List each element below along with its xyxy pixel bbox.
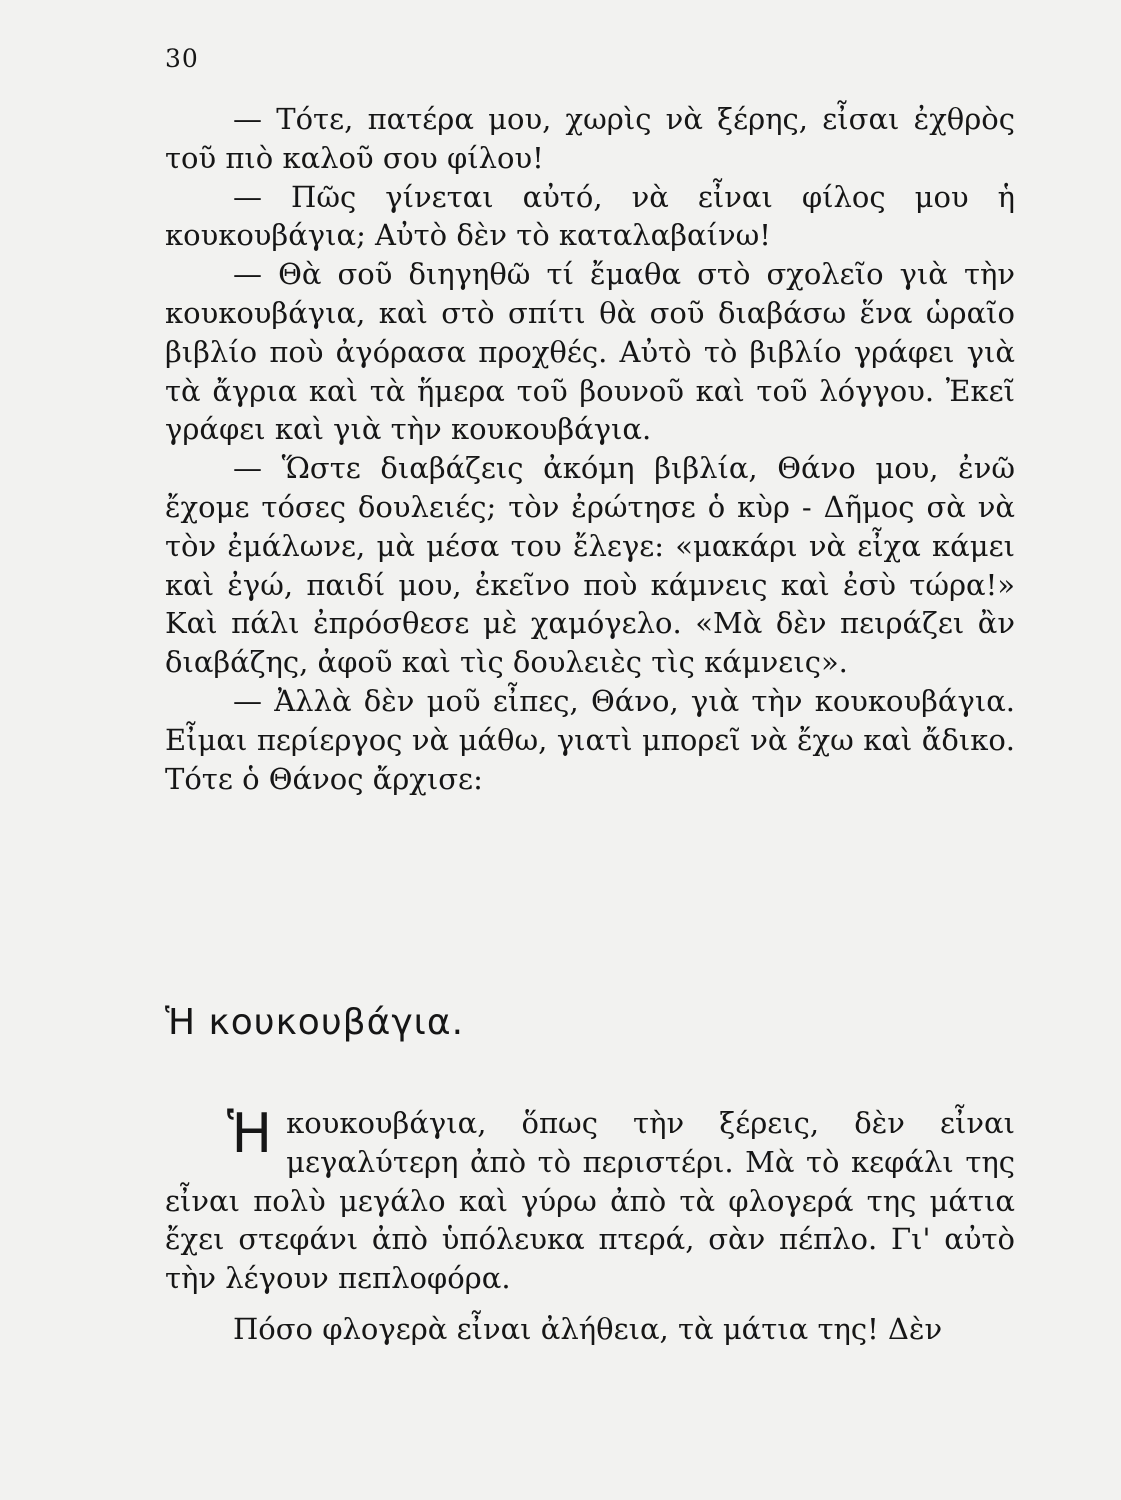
section-heading: Ἡ κουκουβάγια. xyxy=(165,1002,465,1043)
section-paragraph-text: κουκουβάγια, ὅπως τὴν ξέρεις, δὲν εἶναι μεγαλύτερη ἀπὸ τὸ περιστέρι. Μὰ τὸ κεφάλι της εἶναι πολὺ μεγάλο καὶ γύρω ἀπὸ τὰ φλογερά της μάτια ἔχει στεφάνι ἀπὸ ὑπόλευκα πτερά, σὰν πέπλο. Γι' αὐτὸ τὴν λέγουν πεπλοφόρα. xyxy=(165,1106,1015,1296)
dialogue-paragraph: — Πῶς γίνεται αὐτό, νὰ εἶναι φίλος μου ἡ κουκουβάγια; Αὐτὸ δὲν τὸ καταλαβαίνω! xyxy=(165,179,1015,253)
section-paragraph xyxy=(165,1104,1015,1298)
section-paragraph: Πόσο φλογερὰ εἶναι ἀλήθεια, τὰ μάτια της! Δὲν xyxy=(233,1311,943,1346)
dialogue-paragraph: — Τότε, πατέρα μου, χωρὶς νὰ ξέρης, εἶσαι ἐχθρὸς τοῦ πιὸ καλοῦ σου φίλου! xyxy=(165,102,1015,175)
section-body xyxy=(165,1104,1015,1349)
dialogue-paragraph: — Ὥστε διαβάζεις ἀκόμη βιβλία, Θάνο μου, ἐνῶ ἔχομε τόσες δουλειές; τὸν ἐρώτησε ὁ κὺρ - Δῆμος σὰ νὰ τὸν ἐμάλωνε, μὰ μέσα του ἔλεγε: «μακάρι νὰ εἶχα κάμει καὶ ἐγώ, παιδί μου, ἐκεῖνο ποὺ κάμνεις καὶ ἐσὺ τώρα!» Καὶ πάλι ἐπρόσθεσε μὲ χαμόγελο. «Μὰ δὲν πειράζει ἂν διαβάζης, ἀφοῦ καὶ τὶς δουλειὲς τὶς κάμνεις». xyxy=(165,451,1015,680)
dialogue-paragraph: — Θὰ σοῦ διηγηθῶ τί ἔμαθα στὸ σχολεῖο γιὰ τὴν κουκουβάγια, καὶ στὸ σπίτι θὰ σοῦ διαβάσω ἕνα ὡραῖο βιβλίο ποὺ ἀγόρασα προχθές. Αὐτὸ τὸ βιβλίο γράφει γιὰ τὰ ἄγρια καὶ τὰ ἥμερα τοῦ βουνοῦ καὶ τοῦ λόγγου. Ἐκεῖ γράφει καὶ γιὰ τὴν κουκουβάγια. xyxy=(165,257,1015,447)
dialogue-block xyxy=(165,100,1015,798)
drop-cap: Ἡ xyxy=(227,1102,273,1165)
dialogue-paragraph: — Ἀλλὰ δὲν μοῦ εἶπες, Θάνο, γιὰ τὴν κουκουβάγια. Εἶμαι περίεργος νὰ μάθω, γιατὶ μπορεῖ νὰ ἔχω καὶ ἄδικο. Τότε ὁ Θάνος ἄρχισε: xyxy=(165,683,1015,796)
page-number: 30 xyxy=(165,44,199,73)
